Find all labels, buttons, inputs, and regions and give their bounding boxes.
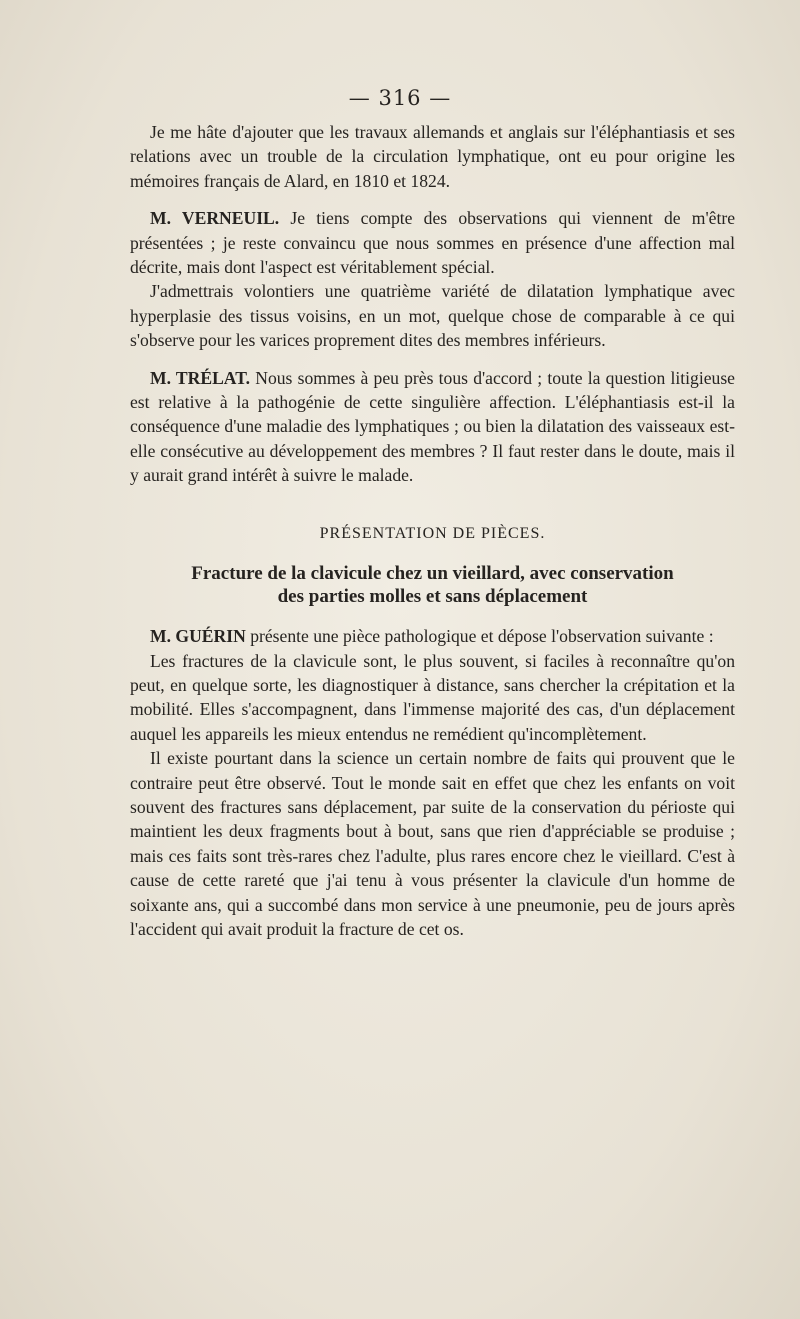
speaker-name: M. GUÉRIN	[150, 626, 246, 647]
paragraph: Il existe pourtant dans la science un certain nombre de faits qui prouvent que le contraire peut être observé. Tout le monde sait en effet que chez les enfants on voit souvent des fractures sans déplacement, par suite de la conservation du périoste qui maintient les deux fragments bout à bout, sans que rien d'appréciable se produise ; mais ces faits sont très-rares chez l'adulte, plus rares encore chez le vieillard. C'est à cause de cette rareté que j'ai tenu à vous présenter la clavicule d'un homme de soixante ans, qui a succombé dans mon service à une pneumonie, peu de jours après l'accident qui avait produit la fracture de cet os.	[130, 748, 735, 939]
section-heading: PRÉSENTATION DE PIÈCES.	[319, 524, 546, 542]
paragraph-text: présente une pièce pathologique et dépose l'observation suivante :	[245, 626, 714, 647]
paragraph	[130, 366, 735, 488]
paragraph: Les fractures de la clavicule sont, le plus souvent, si faciles à reconnaître qu'on peut, en quelque sorte, les diagnostiquer à distance, sans chercher la crépitation et la mobilité. Elles s'accompagnent, dans l'immense majorité des cas, d'un déplacement auquel les appareils les mieux entendus ne remédient qu'incomplètement.	[130, 650, 735, 744]
page-body	[130, 120, 735, 941]
paragraph	[130, 206, 735, 279]
page-number: — 316 —	[348, 86, 452, 110]
speaker-name: M. VERNEUIL.	[150, 208, 280, 229]
paragraph: J'admettrais volontiers une quatrième variété de dilatation lymphatique avec hyperplasie des tissus voisins, en un mot, quelque chose de comparable à ce qui s'observe pour les varices proprement dites des membres inférieurs.	[130, 281, 735, 351]
paragraph-text: Je tiens compte des observations qui viennent de m'être présentées ; je reste convaincu que nous sommes en présence d'une affection mal décrite, mais dont l'aspect est véritablement spécial.	[130, 208, 735, 278]
speaker-name: M. TRÉLAT.	[150, 367, 251, 388]
paragraph: Je me hâte d'ajouter que les travaux allemands et anglais sur l'éléphantiasis et ses relations avec un trouble de la circulation lymphatique, ont eu pour origine les mémoires français de Alard, en 1810 et 1824.	[130, 122, 735, 191]
paragraph-text: Nous sommes à peu près tous d'accord ; toute la question litigieuse est relative à la pathogénie de cette singulière affection. L'éléphantiasis est-il la conséquence d'une maladie des lymphatiques ; ou bien la dilatation des vaisseaux est-elle consécutive au développement des membres ? Il faut rester dans le doute, mais il y aurait grand intérêt à suivre le malade.	[130, 367, 735, 486]
section-title	[130, 562, 735, 608]
section-title-line: Fracture de la clavicule chez un vieillard, avec conservation	[191, 563, 674, 585]
paragraph	[130, 624, 735, 648]
section-title-line: des parties molles et sans déplacement	[277, 586, 588, 608]
